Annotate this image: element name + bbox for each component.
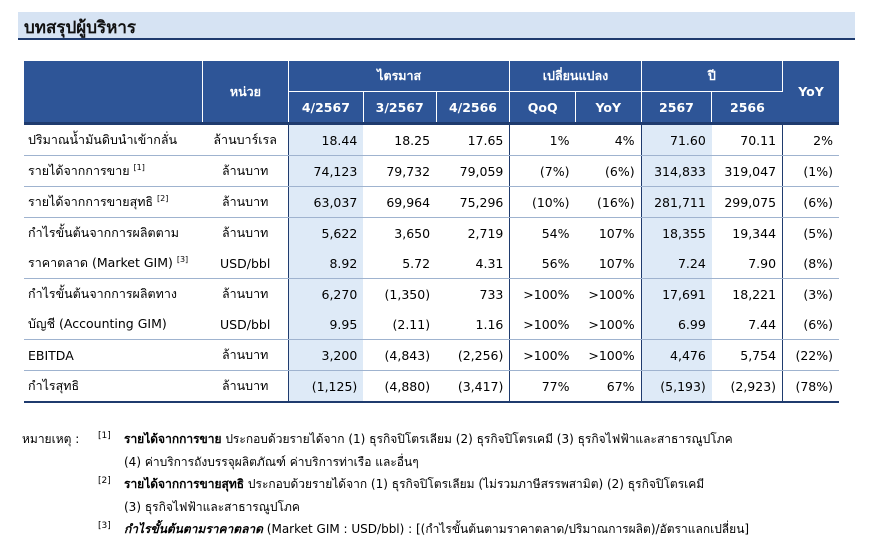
row-unit: ล้านบาท	[202, 340, 288, 371]
cell-q-4-2567: 18.44	[288, 124, 363, 156]
table-row	[24, 156, 839, 187]
row-label: EBITDA	[24, 340, 202, 371]
cell-yoy: 2%	[783, 124, 839, 156]
cell-q-4-2567: 63,037	[288, 187, 363, 218]
cell-q-4-2567: (1,125)	[288, 371, 363, 403]
cell-y-2567: 6.99	[641, 309, 712, 340]
cell-q-4-2567: 3,200	[288, 340, 363, 371]
header-group-quarter: ไตรมาส	[288, 61, 509, 92]
footnote-text: รายได้จากการขาย ประกอบด้วยรายได้จาก (1) ธุรกิจปิโตรเลียม (2) ธุรกิจปิโตรเคมี (3) ธุรกิจไฟฟ้าและสาธารณูปโภค	[124, 432, 733, 446]
note-ref: [3]	[176, 254, 189, 264]
header-blank	[24, 61, 202, 124]
cell-q-3-2567: 18.25	[363, 124, 436, 156]
cell-yoy-q: (16%)	[575, 187, 641, 218]
cell-y-2567: (5,193)	[641, 371, 712, 403]
cell-qoq: >100%	[510, 279, 576, 310]
cell-y-2566: 7.90	[712, 248, 783, 279]
header-yoy: YoY	[783, 61, 839, 124]
cell-qoq: 77%	[510, 371, 576, 403]
cell-y-2567: 281,711	[641, 187, 712, 218]
cell-q-3-2567: 3,650	[394, 225, 431, 241]
header-yoy-q: YoY	[575, 92, 641, 124]
cell-yoy-q: 67%	[575, 371, 641, 403]
cell-yoy: (6%)	[783, 187, 839, 218]
row-label: บัญชี (Accounting GIM)	[24, 309, 202, 340]
cell-yoy-q: 107%	[598, 225, 635, 241]
cell-q-4-2566: 17.65	[436, 124, 510, 156]
row-label: กำไรสุทธิ	[24, 371, 202, 403]
header-unit: หน่วย	[202, 61, 288, 124]
cell-yoy: (3%)	[783, 279, 839, 310]
cell-q-4-2566: 1.16	[436, 309, 510, 340]
table-row	[24, 218, 839, 249]
row-label: ปริมาณน้ำมันดิบนำเข้ากลั่น	[24, 124, 202, 156]
cell-y-2567: 4,476	[641, 340, 712, 371]
header-q-4-2566: 4/2566	[436, 92, 510, 124]
table-row	[24, 248, 839, 279]
cell-q-3-2567: (4,880)	[363, 371, 436, 403]
footnote-text: (3) ธุรกิจไฟฟ้าและสาธารณูปโภค	[124, 499, 300, 514]
cell-q-4-2566: 733	[479, 286, 504, 302]
row-unit: ล้านบาท	[202, 371, 288, 403]
cell-y-2567: 71.60	[641, 124, 712, 156]
title-bar	[18, 12, 855, 40]
row-label: รายได้จากการขายสุทธิ [2]	[24, 187, 202, 218]
cell-yoy-q: >100%	[588, 286, 635, 302]
cell-yoy: (22%)	[783, 340, 839, 371]
cell-y-2566: 18,221	[732, 286, 777, 302]
cell-y-2567: 18,355	[641, 218, 712, 249]
cell-q-4-2566: 4.31	[436, 248, 510, 279]
footnote-2	[22, 473, 862, 496]
row-label: ราคาตลาด (Market GIM) [3]	[24, 248, 202, 279]
cell-q-3-2567: (2.11)	[363, 309, 436, 340]
row-unit: ล้านบาท	[202, 156, 288, 187]
cell-q-3-2567: 69,964	[363, 187, 436, 218]
footnote-1	[22, 428, 862, 451]
executive-summary-table	[24, 61, 839, 403]
cell-q-4-2566: 79,059	[436, 156, 510, 187]
cell-yoy-q: >100%	[575, 340, 641, 371]
row-unit: ล้านบาท	[221, 225, 269, 240]
cell-qoq: >100%	[510, 340, 576, 371]
cell-qoq: 56%	[510, 248, 576, 279]
cell-y-2566: 5,754	[712, 340, 783, 371]
cell-q-3-2567: (4,843)	[363, 340, 436, 371]
cell-qoq: 54%	[510, 218, 576, 249]
cell-q-4-2567: 9.95	[288, 309, 363, 340]
cell-yoy-q: 4%	[575, 124, 641, 156]
header-y-2567: 2567	[641, 92, 712, 124]
cell-q-4-2567: 5,622	[288, 218, 363, 249]
row-unit: ล้านบาท	[202, 187, 288, 218]
cell-yoy-q: 107%	[575, 248, 641, 279]
cell-q-4-2567: 74,123	[288, 156, 363, 187]
cell-yoy-q: (6%)	[575, 156, 641, 187]
footnote-2-cont	[22, 496, 862, 519]
note-ref: [1]	[133, 162, 145, 172]
cell-yoy-q: >100%	[575, 309, 641, 340]
cell-q-3-2567: 5.72	[363, 248, 436, 279]
cell-yoy: (5%)	[783, 218, 839, 249]
table-row	[24, 309, 839, 340]
footnotes	[22, 428, 862, 541]
cell-q-4-2566: 2,719	[467, 225, 504, 241]
cell-qoq: (7%)	[510, 156, 576, 187]
cell-yoy: (1%)	[783, 156, 839, 187]
header-qoq: QoQ	[510, 92, 576, 124]
page-title: บทสรุปผู้บริหาร	[24, 18, 137, 38]
header-q-3-2567: 3/2567	[363, 92, 436, 124]
cell-q-3-2567: 79,732	[363, 156, 436, 187]
cell-qoq: >100%	[510, 309, 576, 340]
table-row	[24, 279, 839, 310]
footnote-text: (4) ค่าบริการถังบรรจุผลิตภัณฑ์ ค่าบริการท่าเรือ และอื่นๆ	[124, 454, 419, 469]
header-y-2566: 2566	[712, 92, 783, 124]
cell-qoq: (10%)	[510, 187, 576, 218]
note-ref: [2]	[157, 193, 169, 203]
row-label: กำไรขั้นต้นจากการผลิตทาง	[28, 286, 178, 301]
cell-y-2567: 314,833	[641, 156, 712, 187]
cell-q-3-2567: (1,350)	[384, 286, 431, 302]
cell-q-4-2567: 8.92	[288, 248, 363, 279]
row-unit: USD/bbl	[202, 248, 288, 279]
header-group-change: เปลี่ยนแปลง	[510, 61, 641, 92]
cell-y-2566: 19,344	[732, 225, 777, 241]
cell-y-2566: (2,923)	[712, 371, 783, 403]
cell-yoy: (6%)	[783, 309, 839, 340]
header-group-year: ปี	[641, 61, 782, 92]
header-q-4-2567: 4/2567	[288, 92, 363, 124]
table-row	[24, 340, 839, 371]
cell-y-2566: 319,047	[712, 156, 783, 187]
cell-q-4-2566: (3,417)	[436, 371, 510, 403]
footnote-text: กำไรขั้นต้นตามราคาตลาด (Market GIM : USD/bbl) : [(กำไรขั้นต้นตามราคาตลาด/ปริมาณการผลิต)/อัตราแลกเปลี่ยน]	[124, 522, 750, 536]
cell-y-2566: 299,075	[712, 187, 783, 218]
row-unit: ล้านบาร์เรล	[202, 124, 288, 156]
row-unit: USD/bbl	[202, 309, 288, 340]
footnote-mark: [1]	[98, 431, 111, 441]
cell-y-2566: 70.11	[712, 124, 783, 156]
cell-y-2567: 7.24	[641, 248, 712, 279]
footnote-text: รายได้จากการขายสุทธิ ประกอบด้วยรายได้จาก (1) ธุรกิจปิโตรเลียม (ไม่รวมภาษีสรรพสามิต) (2) ธุรกิจปิโตรเคมี	[124, 477, 705, 491]
footnote-heading: หมายเหตุ :	[22, 432, 80, 446]
cell-y-2567: 17,691	[641, 279, 712, 310]
cell-yoy: (8%)	[783, 248, 839, 279]
cell-q-4-2567: 6,270	[288, 279, 363, 310]
footnote-3	[22, 518, 862, 541]
table-row	[24, 124, 839, 156]
cell-q-4-2566: (2,256)	[436, 340, 510, 371]
cell-yoy: (78%)	[783, 371, 839, 403]
footnote-mark: [3]	[98, 521, 111, 531]
row-label: รายได้จากการขาย [1]	[24, 156, 202, 187]
row-unit: ล้านบาท	[221, 286, 269, 301]
row-label: กำไรขั้นต้นจากการผลิตตาม	[28, 225, 180, 240]
footnote-1-cont	[22, 451, 862, 474]
table-row	[24, 371, 839, 403]
footnote-mark: [2]	[98, 476, 111, 486]
cell-qoq: 1%	[510, 124, 576, 156]
cell-q-4-2566: 75,296	[436, 187, 510, 218]
cell-y-2566: 7.44	[712, 309, 783, 340]
table-row	[24, 187, 839, 218]
